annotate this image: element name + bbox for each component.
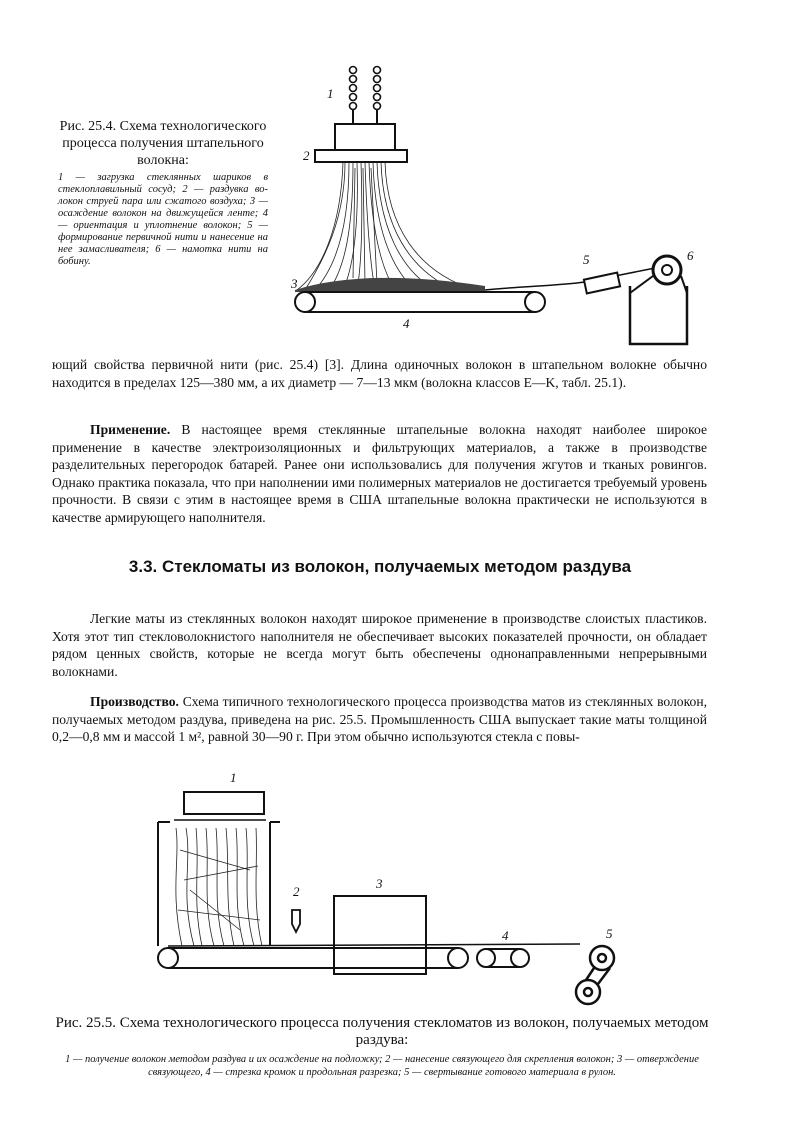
blowing-unit — [184, 792, 264, 814]
section-heading: 3.3. Стекломаты из волокон, получаемых методом раздува — [128, 557, 632, 576]
fig1-label-5: 5 — [583, 252, 590, 267]
sizing-applicator — [584, 273, 620, 294]
fig1-label-3: 3 — [291, 276, 298, 291]
paragraph-production — [52, 693, 707, 746]
figure-25-5-caption: Рис. 25.5. Схема технологического процесса получения стекломатов из волокон, получаемых методом раздува: — [55, 1015, 709, 1048]
paragraph-lead: Применение. — [90, 422, 171, 437]
nozzle — [292, 910, 300, 932]
paragraph-continuation: ющий свойства первичной нити (рис. 25.4) [3]. Длина одиночных волокон в штапельном волокне обычно находится в пределах 125—380 мм, а их диаметр — 7—13 мкм (волокна классов E—K, табл. 25.1). — [52, 357, 707, 390]
fig2-label-1: 1 — [230, 770, 237, 785]
melting-vessel — [335, 124, 395, 150]
fig1-label-1: 1 — [327, 86, 334, 101]
fiber-stream — [297, 162, 475, 290]
paragraph-body: Схема типичного технологического процесса производства матов из стеклянных волокон, получаемых методом раздува, приведена на рис. 25.5. Промышленность США выпускает такие маты толщиной 0,2—0,8 мм и массой 1 м², равной 30—90 г. При этом обычно используются стекла с повы- — [52, 694, 707, 744]
figure-25-4-legend: 1 — загрузка стеклянных шариков в стеклоплавильный сосуд; 2 — раздувка волокон струей пара или сжатого воздуха; 3 — осаждение волокон на движущейся ленте; 4 — ориентация и уплотнение волокон; 5 — формирование первичной нити и нанесение на нее замасливателя; 6 — намотка нити на бобину. — [58, 172, 268, 267]
winding-roll — [576, 946, 614, 1004]
glass-beads — [350, 67, 381, 110]
fiber-mat — [295, 278, 485, 292]
winder-box — [630, 286, 687, 344]
figure-25-5-diagram — [140, 770, 640, 1015]
figure-25-5-legend: 1 — получение волокон методом раздува и их осаждение на подложку; 2 — нанесение связующего для скрепления волокон; 3 — отверждение связующего, 4 — стрезка кромок и продольная разрезка; 5 — свертывание готового материала в рулон. — [65, 1054, 699, 1078]
fig2-label-4: 4 — [502, 928, 509, 943]
figure-25-4-title: Рис. 25.4. Схема технологического процесса получения штапельного волокна: — [59, 119, 267, 168]
fiber-cloud — [176, 828, 262, 946]
conveyor-belt — [295, 292, 545, 312]
fig2-label-5: 5 — [606, 926, 613, 941]
paragraph-body: В настоящее время стеклянные штапельные волокна находят наиболее широкое применение в качестве электроизоляционных и фильтрующих материалов, а также в производстве разделительных перегородок батарей. Ранее они использовались для получения жгутов и тканых ровингов. Однако практика показала, что при наполнении ими полимерных материалов не достигается требуемый уровень прочности. В связи с этим в настоящее время в США штапельные волокна практически не используются в качестве армирующего наполнителя. — [52, 422, 707, 525]
fig2-label-3: 3 — [376, 876, 383, 891]
figure-25-4-diagram — [285, 58, 715, 358]
paragraph-application — [52, 421, 707, 526]
fig2-label-2: 2 — [293, 884, 300, 899]
edge-trim-rollers — [477, 949, 529, 967]
fig1-label-4: 4 — [403, 316, 410, 331]
paragraph-intro: Легкие маты из стеклянных волокон находят широкое применение в производстве слоистых пластиков. Хотя этот тип стекловолокнистого наполнителя не обеспечивает высоких показателей прочности, он обладает рядом ценных свойств, которые не всегда могут быть обеспечены однонаправленными непрерывными волокнами. — [52, 611, 707, 679]
fig1-label-2: 2 — [303, 148, 310, 163]
fig1-label-6: 6 — [687, 248, 694, 263]
blowing-head — [315, 150, 407, 162]
mat-web — [168, 944, 580, 946]
figure-25-4-caption — [58, 118, 268, 268]
curing-oven — [334, 896, 426, 974]
paragraph-lead: Производство. — [90, 694, 179, 709]
